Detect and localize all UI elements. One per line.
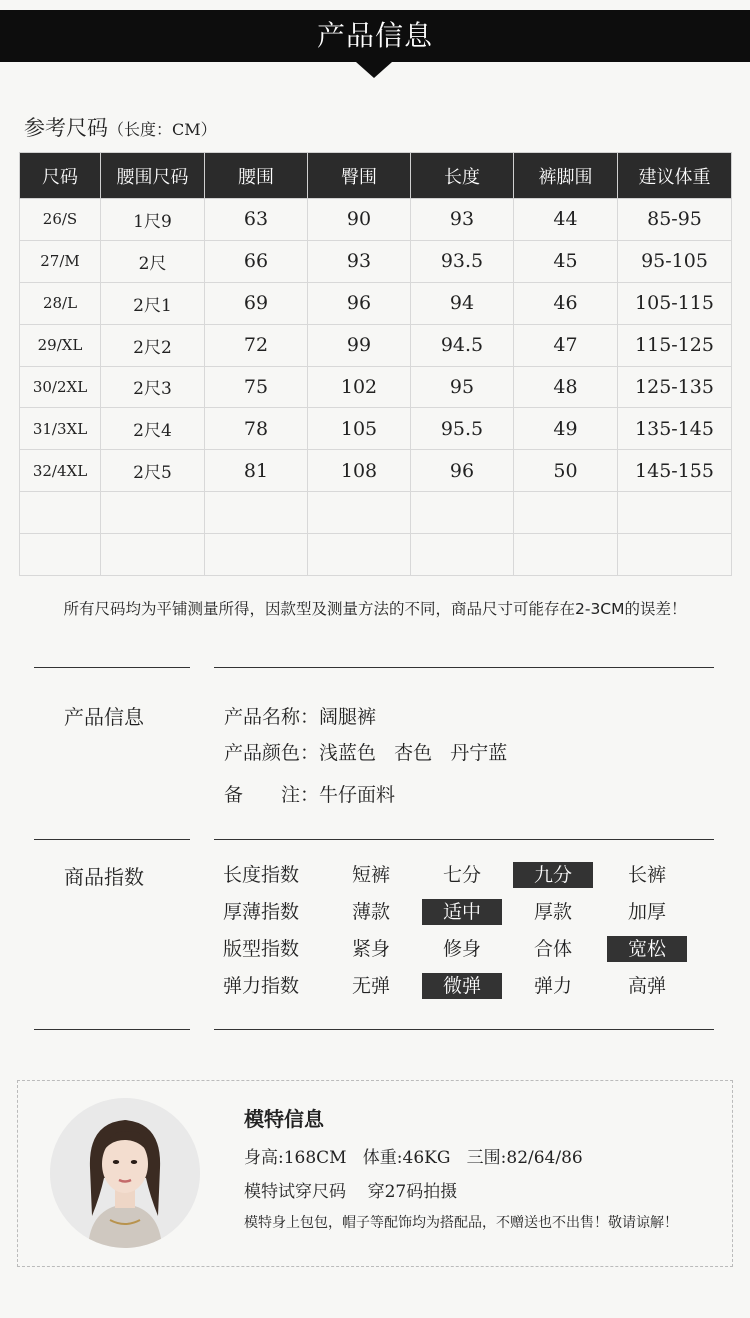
table-cell: 29/XL: [20, 324, 101, 366]
index-row-label: 长度指数: [223, 864, 300, 886]
table-cell: 90: [308, 199, 411, 241]
size-chart-unit: （长度：CM）: [108, 120, 217, 139]
index-option: 七分: [442, 864, 481, 886]
table-cell: 108: [308, 450, 411, 492]
size-table: [19, 152, 732, 576]
table-cell: 28/L: [20, 282, 101, 324]
table-cell: 27/M: [20, 240, 101, 282]
index-row-label: 弹力指数: [223, 975, 300, 997]
model-info-title: 模特信息: [244, 1107, 324, 1131]
table-cell: 115-125: [618, 324, 732, 366]
table-cell: 2尺4: [101, 408, 205, 450]
index-row-label: 版型指数: [223, 938, 300, 960]
table-cell: 81: [205, 450, 308, 492]
model-portrait-icon: [50, 1098, 200, 1248]
table-row: [20, 450, 732, 492]
table-cell: 69: [205, 282, 308, 324]
col-header: 裤脚围: [514, 153, 618, 199]
col-header: 建议体重: [618, 153, 732, 199]
table-cell: 30/2XL: [20, 366, 101, 408]
index-option: 合体: [533, 938, 572, 960]
table-cell: 95.5: [411, 408, 514, 450]
index-option: 弹力: [533, 975, 572, 997]
table-cell: 93.5: [411, 240, 514, 282]
product-index-label: 商品指数: [64, 865, 144, 889]
table-cell: 63: [205, 199, 308, 241]
index-option: 厚款: [533, 901, 572, 923]
table-cell: 2尺1: [101, 282, 205, 324]
col-header: 腰围: [205, 153, 308, 199]
divider: [214, 667, 714, 668]
table-cell: 125-135: [618, 366, 732, 408]
table-cell: 26/S: [20, 199, 101, 241]
table-cell: 78: [205, 408, 308, 450]
index-option: 修身: [442, 938, 481, 960]
index-option: 短裤: [351, 864, 390, 886]
table-cell: 50: [514, 450, 618, 492]
divider: [34, 1029, 190, 1030]
table-cell: 96: [308, 282, 411, 324]
table-row: [20, 240, 732, 282]
index-option: 紧身: [351, 938, 390, 960]
size-table-header: [20, 153, 732, 199]
empty-table-row: [20, 534, 732, 576]
table-cell: 105: [308, 408, 411, 450]
table-cell: 95-105: [618, 240, 732, 282]
table-cell: 31/3XL: [20, 408, 101, 450]
banner-notch: [356, 62, 392, 78]
table-cell: 72: [205, 324, 308, 366]
table-cell: 94: [411, 282, 514, 324]
table-cell: 48: [514, 366, 618, 408]
table-cell: 93: [308, 240, 411, 282]
product-colors: 产品颜色：浅蓝色 杏色 丹宁蓝: [224, 742, 508, 764]
table-cell: 102: [308, 366, 411, 408]
index-option-selected: 九分: [513, 862, 593, 888]
table-cell: 49: [514, 408, 618, 450]
table-cell: 94.5: [411, 324, 514, 366]
empty-table-row: [20, 492, 732, 534]
model-avatar: [50, 1098, 200, 1248]
table-cell: 32/4XL: [20, 450, 101, 492]
col-header: 腰围尺码: [101, 153, 205, 199]
product-name: 产品名称：阔腿裤: [224, 706, 377, 728]
col-header: 尺码: [20, 153, 101, 199]
table-cell: 2尺5: [101, 450, 205, 492]
table-cell: 45: [514, 240, 618, 282]
size-chart-title-text: 参考尺码: [24, 116, 108, 140]
model-size: 模特试穿尺码 穿27码拍摄: [244, 1182, 458, 1202]
table-cell: 99: [308, 324, 411, 366]
measurement-note: 所有尺码均为平铺测量所得，因款型及测量方法的不同，商品尺寸可能存在2-3CM的误差！: [63, 600, 687, 618]
table-cell: 96: [411, 450, 514, 492]
table-row: [20, 282, 732, 324]
table-cell: 135-145: [618, 408, 732, 450]
index-option: 薄款: [351, 901, 390, 923]
table-row: [20, 199, 732, 241]
divider: [34, 839, 190, 840]
table-cell: 47: [514, 324, 618, 366]
table-cell: 145-155: [618, 450, 732, 492]
header-banner: [0, 10, 750, 62]
product-remark: 备 注：牛仔面料: [224, 784, 396, 806]
index-option-selected: 适中: [422, 899, 502, 925]
table-cell: 2尺: [101, 240, 205, 282]
table-cell: 2尺3: [101, 366, 205, 408]
index-option: 加厚: [627, 901, 666, 923]
model-stats: 身高:168CM 体重:46KG 三围:82/64/86: [244, 1148, 583, 1168]
index-option: 长裤: [627, 864, 666, 886]
index-row-label: 厚薄指数: [223, 901, 300, 923]
size-chart-title: [24, 112, 217, 142]
index-option: 无弹: [351, 975, 390, 997]
table-cell: 46: [514, 282, 618, 324]
divider: [214, 839, 714, 840]
index-option: 高弹: [627, 975, 666, 997]
table-cell: 2尺2: [101, 324, 205, 366]
product-info-label: 产品信息: [64, 705, 144, 729]
index-option-selected: 宽松: [607, 936, 687, 962]
table-row: [20, 408, 732, 450]
model-disclaimer: 模特身上包包，帽子等配饰均为搭配品，不赠送也不出售！敬请谅解！: [244, 1215, 678, 1231]
divider: [34, 667, 190, 668]
table-cell: 1尺9: [101, 199, 205, 241]
table-cell: 75: [205, 366, 308, 408]
table-cell: 66: [205, 240, 308, 282]
col-header: 长度: [411, 153, 514, 199]
table-cell: 95: [411, 366, 514, 408]
table-cell: 85-95: [618, 199, 732, 241]
table-cell: 93: [411, 199, 514, 241]
divider: [214, 1029, 714, 1030]
header-title: 产品信息: [316, 19, 433, 52]
table-cell: 44: [514, 199, 618, 241]
table-row: [20, 366, 732, 408]
index-option-selected: 微弹: [422, 973, 502, 999]
table-cell: 105-115: [618, 282, 732, 324]
table-row: [20, 324, 732, 366]
col-header: 臀围: [308, 153, 411, 199]
